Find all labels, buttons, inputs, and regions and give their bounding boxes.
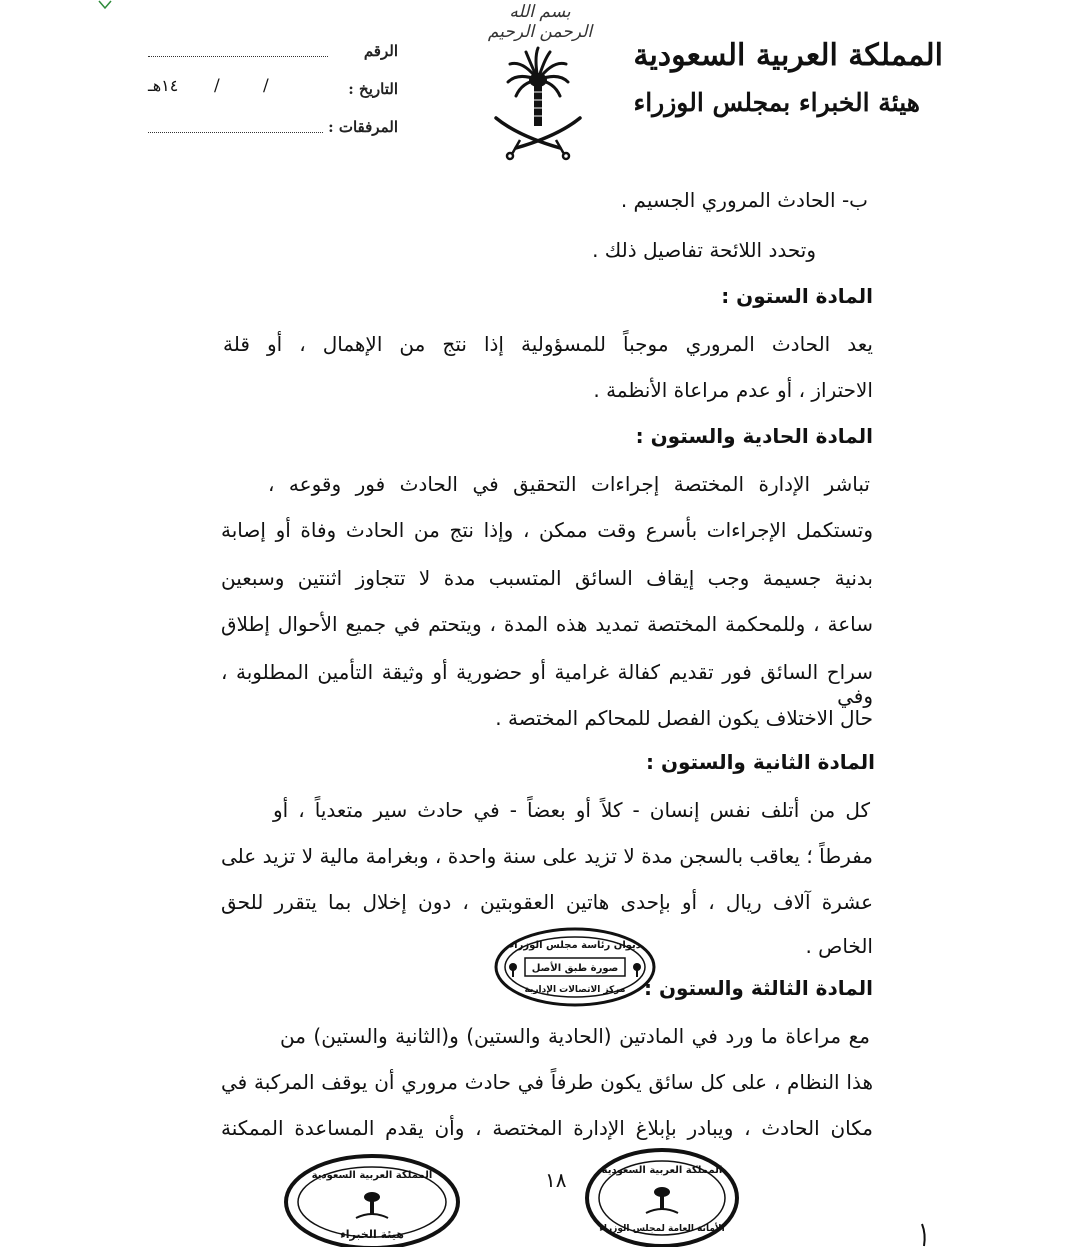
article-heading: المادة الثالثة والستون : <box>643 976 873 1000</box>
kingdom-title: المملكة العربية السعودية <box>633 38 943 73</box>
article-heading: المادة الستون : <box>721 284 873 308</box>
article-heading: المادة الثانية والستون : <box>645 750 875 774</box>
text-line: مع مراعاة ما ورد في المادتين (الحادية والستين) و(الثانية والستين) من <box>280 1024 870 1048</box>
edge-mark <box>918 1222 930 1247</box>
text-line: عشرة آلاف ريال ، أو بإحدى هاتين العقوبتين ، دون إخلال بما يتقرر للحق <box>221 890 873 914</box>
text-line: مكان الحادث ، ويبادر بإبلاغ الإدارة المختصة ، وأن يقدم المساعدة الممكنة <box>221 1116 873 1140</box>
text-line: مفرطاً ؛ يعاقب بالسجن مدة لا تزيد على سنة واحدة ، وبغرامة مالية لا تزيد على <box>221 844 873 868</box>
date-year: ١٤هـ <box>148 76 179 95</box>
official-stamp <box>493 926 658 1008</box>
date-separator: / <box>263 76 269 96</box>
stamp-text: المملكة العربية السعودية <box>311 1170 433 1181</box>
council-title: هيئة الخبراء بمجلس الوزراء <box>633 88 920 117</box>
text-line: سراح السائق فور تقديم كفالة غرامية أو حضورية أو وثيقة التأمين المطلوبة ، وفي <box>221 660 873 708</box>
text-line: الخاص . <box>805 934 873 958</box>
text-line: يعد الحادث المروري موجباً للمسؤولية إذا نتج من الإهمال ، أو قلة <box>223 332 873 356</box>
general-secretariat-stamp <box>583 1146 741 1247</box>
text-line: هذا النظام ، على كل سائق يكون طرفاً في حادث مروري أن يوقف المركبة في <box>221 1070 873 1094</box>
text-line: بدنية جسيمة وجب إيقاف السائق المتسبب مدة لا تتجاوز اثنتين وسبعين <box>221 566 873 590</box>
reference-line <box>148 56 328 57</box>
page-number: ١٨ <box>545 1168 567 1192</box>
stamp-text: المملكة العربية السعودية <box>601 1165 723 1176</box>
stamp-text: الأمانة العامة لمجلس الوزراء <box>599 1224 725 1234</box>
stamp-text: صورة طبق الأصل <box>531 963 619 974</box>
stamp-text: مركز الاتصالات الإدارية <box>524 985 626 995</box>
date-separator: / <box>214 76 220 96</box>
date-label: التاريخ : <box>348 80 398 98</box>
attachments-line <box>148 132 323 133</box>
attachments-field <box>148 118 398 144</box>
experts-commission-stamp <box>282 1150 462 1247</box>
text-line: وتحدد اللائحة تفاصيل ذلك . <box>592 238 816 262</box>
date-field <box>148 76 398 106</box>
text-line: كل من أتلف نفس إنسان - كلاً أو بعضاً - في حادث سير متعدياً ، أو <box>273 798 870 822</box>
saudi-emblem-icon <box>488 40 588 165</box>
article-heading: المادة الحادية والستون : <box>635 424 873 448</box>
reference-label: الرقم <box>363 42 398 60</box>
corner-mark <box>98 0 112 10</box>
attachments-label: المرفقات : <box>328 118 398 136</box>
text-line: وتستكمل الإجراءات بأسرع وقت ممكن ، وإذا نتج من الحادث وفاة أو إصابة <box>221 518 873 542</box>
text-line: حال الاختلاف يكون الفصل للمحاكم المختصة . <box>495 706 873 730</box>
text-line: الاحتراز ، أو عدم مراعاة الأنظمة . <box>593 378 873 402</box>
text-line: تباشر الإدارة المختصة إجراءات التحقيق في الحادث فور وقوعه ، <box>268 472 870 496</box>
text-line: ب- الحادث المروري الجسيم . <box>620 188 868 212</box>
text-line: ساعة ، وللمحكمة المختصة تمديد هذه المدة ، ويتحتم في جميع الأحوال إطلاق <box>221 612 873 636</box>
reference-field <box>148 42 398 68</box>
stamp-text: هيئة الخبراء <box>340 1228 404 1241</box>
basmala: بسم الله الرحمن الرحيم <box>487 2 593 42</box>
stamp-text: ديوان رئاسة مجلس الوزراء <box>509 940 641 951</box>
